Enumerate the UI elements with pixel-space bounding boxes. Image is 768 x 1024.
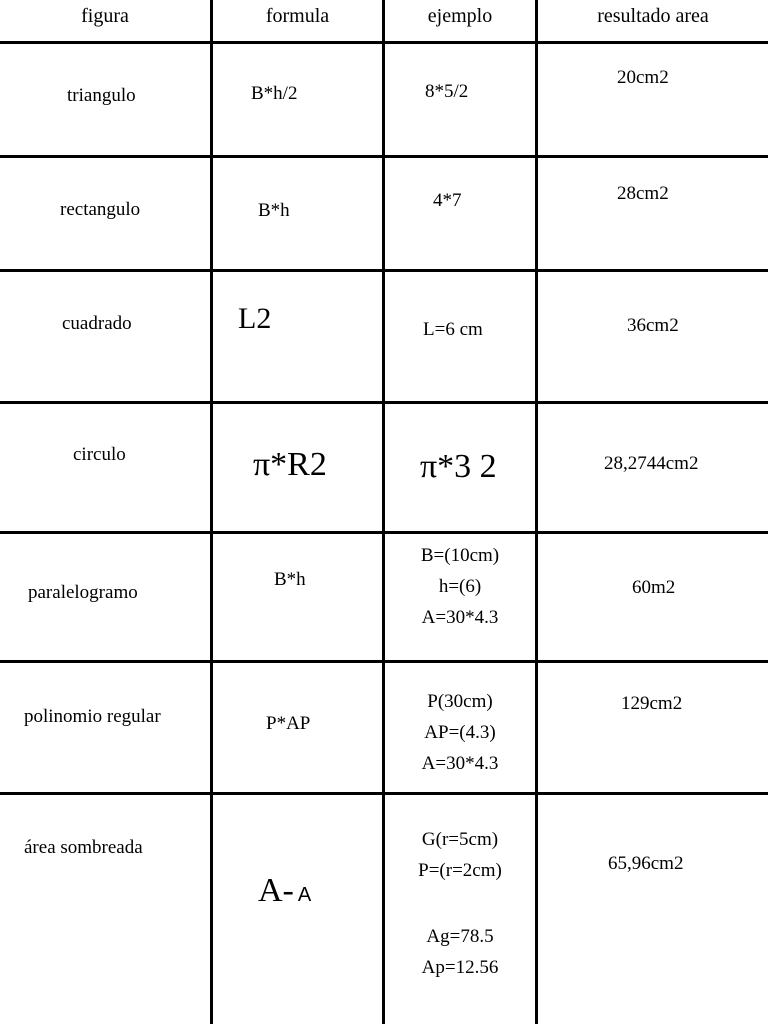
row-6-formula: P*AP (266, 713, 311, 734)
row-3-ejemplo: L=6 cm (423, 319, 483, 340)
row-4-resultado: 28,2744cm2 (604, 453, 699, 474)
table-column-divider-1 (210, 0, 213, 1024)
row-3-resultado: 36cm2 (627, 315, 679, 336)
row-2-resultado: 28cm2 (617, 183, 669, 204)
row-7-resultado: 65,96cm2 (608, 853, 684, 874)
row-4-formula: π*R2 (253, 446, 327, 483)
row-7-formula (258, 869, 311, 913)
row-7-formula-small: A (297, 884, 312, 906)
row-6-figura: polinomio regular (24, 706, 161, 727)
row-3-figura: cuadrado (62, 313, 132, 334)
header-figura: figura (81, 5, 129, 27)
row-6-ejemplo-line-3: A=30*4.3 (421, 753, 499, 774)
row-5-formula: B*h (274, 569, 306, 590)
row-6-resultado: 129cm2 (621, 693, 683, 714)
row-6-ejemplo-line-1: P(30cm) (427, 691, 493, 712)
row-2-ejemplo: 4*7 (433, 190, 462, 211)
row-5-figura: paralelogramo (28, 582, 138, 603)
row-1-figura: triangulo (67, 85, 136, 106)
header-resultado: resultado area (597, 5, 709, 27)
row-4-figura: circulo (73, 444, 126, 465)
row-5-ejemplo-line-1: B=(10cm) (420, 545, 500, 566)
row-6-ejemplo-line-2: AP=(4.3) (424, 722, 496, 743)
table-column-divider-3 (535, 0, 538, 1024)
row-7-figura: área sombreada (24, 837, 143, 858)
row-7-ejemplo-line-2: P=(r=2cm) (418, 860, 502, 881)
row-5-ejemplo-line-3: A=30*4.3 (421, 607, 499, 628)
row-2-formula: B*h (258, 200, 290, 221)
row-1-formula: B*h/2 (251, 83, 298, 104)
header-ejemplo: ejemplo (427, 5, 493, 27)
row-5-ejemplo-line-2: h=(6) (438, 576, 482, 597)
row-3-formula: L2 (238, 302, 272, 335)
row-2-figura: rectangulo (60, 199, 141, 220)
row-4-ejemplo: π*3 2 (420, 448, 497, 485)
row-1-ejemplo: 8*5/2 (425, 81, 469, 102)
row-7-ejemplo-line-1: G(r=5cm) (421, 829, 499, 850)
row-7-ejemplo-line-5: Ap=12.56 (421, 957, 499, 978)
row-7-formula-main: A- (258, 872, 294, 909)
row-1-resultado: 20cm2 (617, 67, 669, 88)
header-formula: formula (265, 5, 330, 27)
row-7-ejemplo-line-4: Ag=78.5 (426, 926, 494, 947)
row-5-resultado: 60m2 (632, 577, 676, 598)
